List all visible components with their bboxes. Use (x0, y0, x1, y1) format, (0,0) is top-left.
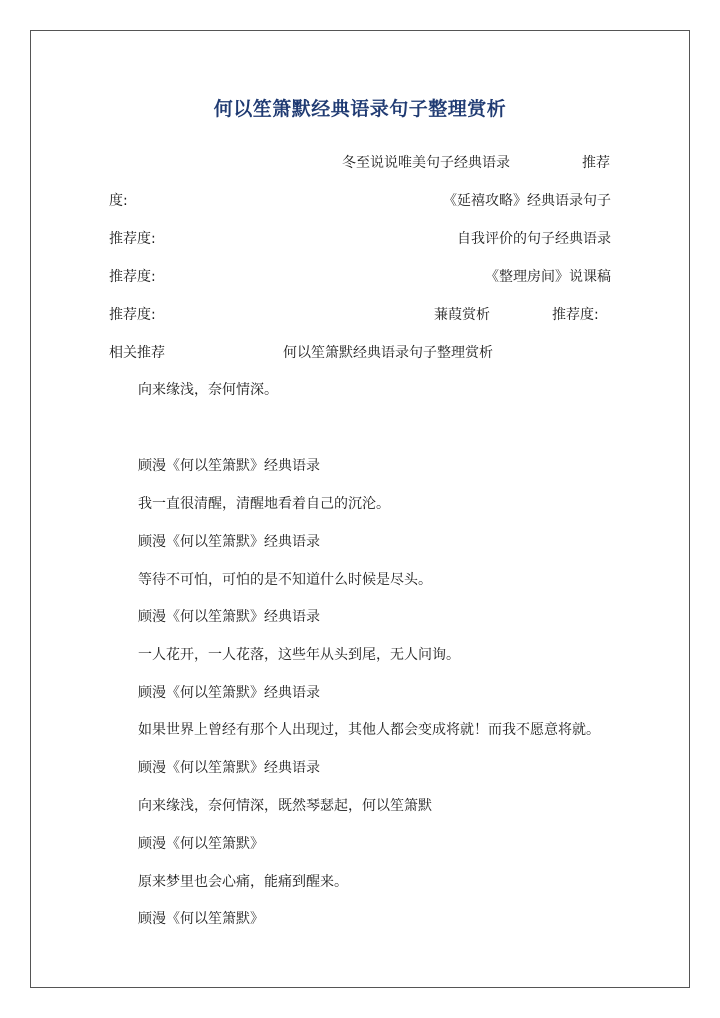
quote-line: 向来缘浅，奈何情深，既然琴瑟起，何以笙箫默 (138, 798, 432, 814)
recommendation-link-2[interactable]: 《延禧攻略》经典语录句子 (443, 193, 611, 209)
recommendation-rating-label-1a: 推荐 (582, 155, 610, 171)
quote-source: 顾漫《何以笙箫默》经典语录 (138, 458, 320, 474)
quote-line: 一人花开，一人花落，这些年从头到尾，无人问询。 (138, 647, 460, 663)
recommendation-link-5[interactable]: 蒹葭赏析 (434, 307, 490, 323)
recommendation-link-4[interactable]: 《整理房间》说课稿 (485, 269, 611, 285)
recommendation-rating-label-1b: 度: (109, 193, 128, 209)
quote-source: 顾漫《何以笙箫默》经典语录 (138, 760, 320, 776)
related-label: 相关推荐 (109, 345, 165, 361)
quote-source: 顾漫《何以笙箫默》 (138, 836, 264, 852)
quote-source: 顾漫《何以笙箫默》 (138, 911, 264, 927)
quote-line: 我一直很清醒，清醒地看着自己的沉沦。 (138, 496, 390, 512)
quote-source: 顾漫《何以笙箫默》经典语录 (138, 534, 320, 550)
recommendation-rating-label-3: 推荐度: (109, 269, 156, 285)
recommendation-link-1[interactable]: 冬至说说唯美句子经典语录 (342, 155, 510, 171)
quote-line: 如果世界上曾经有那个人出现过，其他人都会变成将就！而我不愿意将就。 (138, 722, 600, 738)
recommendation-rating-label-4: 推荐度: (109, 307, 156, 323)
quote-source: 顾漫《何以笙箫默》经典语录 (138, 685, 320, 701)
quote-line: 原来梦里也会心痛，能痛到醒来。 (138, 874, 348, 890)
quote-line: 向来缘浅，奈何情深。 (138, 382, 278, 398)
related-link[interactable]: 何以笙箫默经典语录句子整理赏析 (283, 345, 493, 361)
quote-line: 等待不可怕，可怕的是不知道什么时候是尽头。 (138, 572, 432, 588)
recommendation-rating-label-5: 推荐度: (552, 307, 599, 323)
recommendation-rating-label-2: 推荐度: (109, 231, 156, 247)
quote-source: 顾漫《何以笙箫默》经典语录 (138, 609, 320, 625)
document-title: 何以笙箫默经典语录句子整理赏析 (213, 98, 507, 120)
recommendation-link-3[interactable]: 自我评价的句子经典语录 (457, 231, 611, 247)
